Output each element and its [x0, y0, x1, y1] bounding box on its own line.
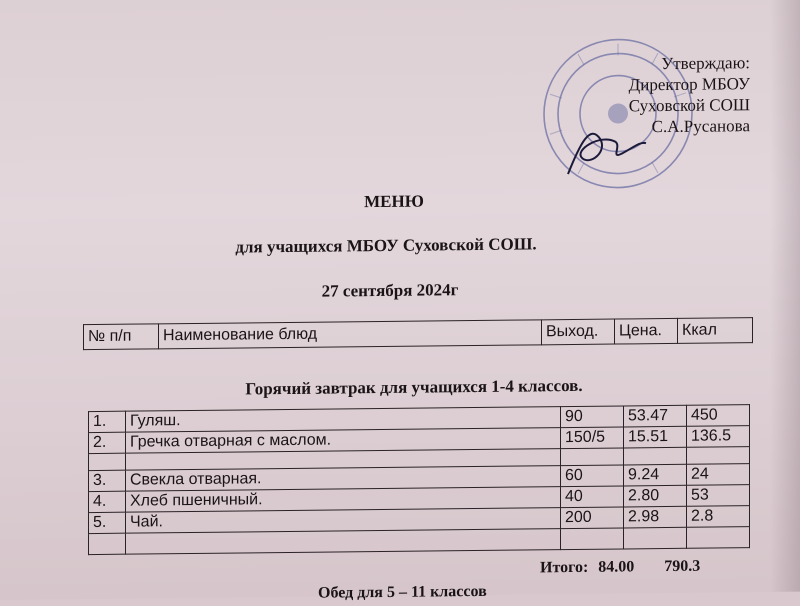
cell-portion: 40: [561, 486, 624, 508]
cell-kcal: 2.8: [687, 506, 750, 528]
cell-portion: 200: [561, 507, 624, 529]
cell-price: 2.98: [624, 506, 687, 528]
cell-price: 15.51: [624, 426, 687, 448]
totals-row: [540, 558, 706, 578]
cell-kcal: [687, 527, 750, 549]
cell-price: 9.24: [624, 464, 687, 486]
cell-portion: 90: [561, 406, 624, 428]
cell-portion: 150/5: [561, 427, 624, 449]
cell-kcal: 136.5: [687, 426, 750, 448]
approval-school: Суховской СОШ: [628, 95, 750, 116]
cell-name: Хлеб пшеничный.: [126, 487, 561, 513]
cell-name: Гуляш.: [126, 407, 561, 433]
cell-kcal: 450: [687, 405, 750, 427]
column-header-table: [83, 317, 753, 350]
approval-line: Утверждаю:: [661, 53, 750, 74]
cell-num: [89, 453, 126, 470]
cell-name: Чай.: [126, 508, 561, 534]
header-kcal: Ккал: [678, 318, 753, 344]
cell-kcal: 24: [687, 464, 750, 486]
cell-price: [624, 527, 687, 549]
cell-num: 2.: [89, 432, 126, 453]
approval-director-name: С.А.Русанова: [651, 116, 750, 137]
cell-price: 2.80: [624, 485, 687, 507]
cell-kcal: 53: [687, 485, 750, 507]
approval-block: [600, 52, 780, 138]
cell-portion: 60: [561, 465, 624, 487]
menu-date: 27 сентября 2024г: [321, 280, 459, 301]
cell-portion: [561, 528, 624, 550]
cell-portion: [561, 448, 624, 466]
cell-num: 4.: [89, 491, 126, 512]
cell-name: Гречка отварная с маслом.: [126, 428, 561, 454]
menu-table: [88, 404, 750, 555]
page-title: МЕНЮ: [364, 191, 424, 212]
next-section-title: Обед для 5 – 11 классов: [318, 582, 487, 602]
header-portion: Выход.: [542, 319, 615, 345]
header-num: № п/п: [84, 324, 159, 350]
totals-kcal: 790.3: [664, 557, 701, 576]
approval-position: Директор МБОУ: [628, 74, 750, 95]
cell-name: Свекла отварная.: [126, 466, 561, 492]
cell-num: 3.: [89, 470, 126, 491]
header-row: [84, 318, 753, 350]
header-price: Цена.: [615, 318, 678, 344]
section-title: Горячий завтрак для учащихся 1-4 классов.: [245, 375, 583, 399]
header-name: Наименование блюд: [159, 320, 542, 349]
cell-name: [126, 529, 561, 555]
cell-num: 1.: [89, 411, 126, 432]
totals-price: 84.00: [598, 558, 635, 576]
cell-num: [89, 533, 126, 554]
cell-kcal: [687, 447, 750, 465]
cell-num: 5.: [89, 512, 126, 533]
page-subtitle: для учащихся МБОУ Суховской СОШ.: [235, 234, 537, 257]
cell-price: [624, 447, 687, 465]
cell-price: 53.47: [624, 405, 687, 427]
totals-label: Итого:: [540, 558, 589, 577]
